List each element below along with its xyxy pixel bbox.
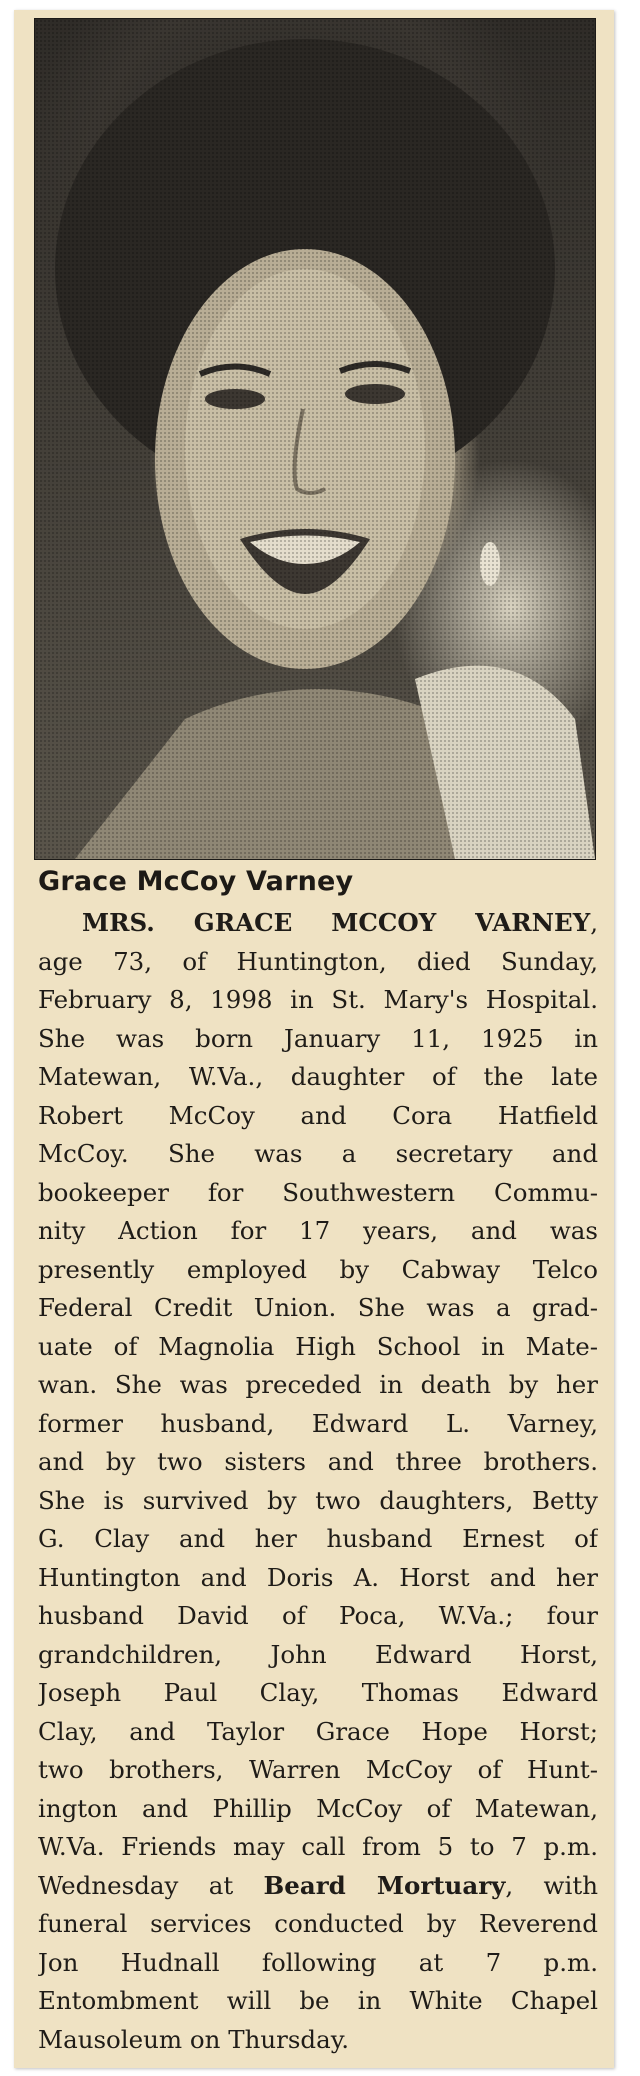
obituary-text: McCoy. She was a secretary and xyxy=(38,1139,598,1168)
obituary-text: presently employed by Cabway Telco xyxy=(38,1254,598,1284)
obituary-line xyxy=(38,1982,598,2021)
obituary-bold-text: Beard Mortuary xyxy=(263,1870,506,1900)
obituary-text: Entombment will be in White Chapel xyxy=(38,1986,598,2015)
obituary-text: Federal Credit Union. She was a grad- xyxy=(38,1293,598,1322)
obituary-text: funeral services conducted by Reverend xyxy=(38,1909,598,1938)
obituary-line xyxy=(38,1713,598,1752)
obituary-text: Robert McCoy and Cora Hatfield xyxy=(38,1100,598,1130)
obituary-text: former husband, Edward L. Varney, xyxy=(38,1408,598,1438)
obituary-text: Huntington and Doris A. Horst and her xyxy=(38,1562,598,1592)
obituary-text: Jon Hudnall following at 7 p.m. xyxy=(38,1947,598,1977)
obituary-line xyxy=(38,1674,598,1713)
obituary-line xyxy=(38,1058,598,1097)
obituary-text: W.Va. Friends may call from 5 to 7 p.m. xyxy=(38,1832,598,1861)
obituary-line xyxy=(38,1597,598,1636)
obituary-text: Wednesday at xyxy=(38,1870,264,1900)
obituary-line xyxy=(38,1020,598,1059)
obituary-headline: Grace McCoy Varney xyxy=(38,866,354,897)
obituary-line xyxy=(38,1405,598,1444)
obituary-text: , with xyxy=(505,1870,598,1900)
obituary-line xyxy=(38,981,598,1020)
obituary-line xyxy=(38,1867,598,1906)
obituary-text: ington and Phillip McCoy of Matewan, xyxy=(38,1793,598,1823)
obituary-line xyxy=(38,1135,598,1174)
obituary-line xyxy=(38,1289,598,1328)
obituary-text: nity Action for 17 years, and was xyxy=(38,1216,598,1245)
obituary-text: February 8, 1998 in St. Mary's Hospital. xyxy=(38,985,598,1014)
obituary-line xyxy=(38,1482,598,1521)
obituary-text: She was born January 11, 1925 in xyxy=(38,1023,598,1053)
portrait-illustration xyxy=(35,19,595,859)
obituary-text: , xyxy=(590,908,598,937)
obituary-text: wan. She was preceded in death by her xyxy=(38,1370,598,1399)
obituary-line xyxy=(38,1251,598,1290)
obituary-text: and by two sisters and three brothers. xyxy=(38,1447,598,1476)
obituary-line xyxy=(38,904,598,943)
obituary-text: Clay, and Taylor Grace Hope Horst; xyxy=(38,1716,598,1746)
obituary-line xyxy=(38,1828,598,1867)
obituary-body xyxy=(38,904,598,2059)
obituary-line xyxy=(38,1790,598,1829)
obituary-text: two brothers, Warren McCoy of Hunt- xyxy=(38,1755,598,1784)
obituary-line xyxy=(38,1520,598,1559)
obituary-line xyxy=(38,1636,598,1675)
obituary-text: Mausoleum on Thursday. xyxy=(38,2024,350,2054)
obituary-line xyxy=(38,1559,598,1598)
obituary-text: Matewan, W.Va., daughter of the late xyxy=(38,1062,598,1091)
obituary-text: Joseph Paul Clay, Thomas Edward xyxy=(38,1678,598,1707)
obituary-text: uate of Magnolia High School in Mate- xyxy=(38,1331,598,1361)
obituary-line xyxy=(38,1366,598,1405)
obituary-bold-text: MRS. GRACE MCCOY VARNEY xyxy=(82,908,591,937)
obituary-line xyxy=(38,1328,598,1367)
obituary-line xyxy=(38,1212,598,1251)
obituary-text: husband David of Poca, W.Va.; four xyxy=(38,1601,598,1630)
obituary-line xyxy=(38,1443,598,1482)
obituary-line xyxy=(38,1097,598,1136)
obituary-line xyxy=(38,1751,598,1790)
newspaper-clipping xyxy=(14,10,614,2068)
obituary-text: G. Clay and her husband Ernest of xyxy=(38,1524,598,1553)
obituary-text: bookeeper for Southwestern Commu- xyxy=(38,1177,598,1207)
obituary-text: She is survived by two daughters, Betty xyxy=(38,1485,598,1515)
obituary-line xyxy=(38,1174,598,1213)
obituary-line xyxy=(38,1944,598,1983)
obituary-line xyxy=(38,2021,598,2060)
obituary-text: grandchildren, John Edward Horst, xyxy=(38,1639,598,1669)
obituary-text: age 73, of Huntington, died Sunday, xyxy=(38,946,598,976)
obituary-line xyxy=(38,943,598,982)
portrait-photo xyxy=(34,18,596,860)
obituary-line xyxy=(38,1905,598,1944)
